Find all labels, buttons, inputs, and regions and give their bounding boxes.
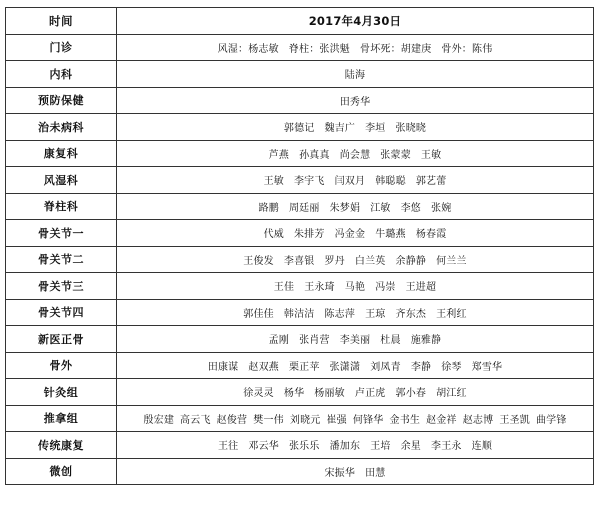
staff-name: 张晓晓: [395, 123, 427, 135]
duty-roster-sheet: [5, 7, 594, 510]
staff-name: 王俊发: [243, 255, 274, 267]
staff-name: 代威: [263, 229, 284, 241]
staff-name: 赵双燕: [248, 361, 279, 373]
staff-name: 邓云华: [248, 441, 279, 453]
department-row: [6, 140, 594, 167]
staff-name: 闫双月: [334, 176, 366, 188]
staff-name: 徐琴: [441, 361, 462, 373]
department-name: 传统康复: [6, 432, 117, 459]
department-row: [6, 299, 594, 326]
department-row: [6, 458, 594, 485]
department-name: 针灸组: [6, 379, 117, 406]
staff-cell: [117, 61, 594, 88]
staff-name: 赵志博: [462, 414, 494, 426]
duty-roster-table: [5, 7, 594, 485]
staff-name: 朱排芳: [293, 229, 325, 241]
department-row: [6, 61, 594, 88]
department-row: [6, 193, 594, 220]
department-name: 推拿组: [6, 405, 117, 432]
staff-name: 杨丽敏: [314, 388, 345, 400]
staff-name: 周廷丽: [288, 202, 320, 214]
department-row: [6, 167, 594, 194]
staff-name: 风湿：杨志敏: [217, 43, 279, 55]
staff-name: 李悠: [400, 202, 422, 214]
staff-cell: [117, 326, 594, 353]
staff-name: 杜晨: [380, 335, 401, 347]
staff-name: 孟刚: [268, 335, 290, 347]
staff-cell: [117, 299, 594, 326]
staff-name: 田慧: [365, 467, 386, 479]
staff-name: 王琼: [365, 308, 386, 320]
staff-name: 崔强: [326, 414, 347, 426]
staff-name: 郭艺蕾: [415, 176, 447, 188]
staff-name: 杨春霞: [415, 229, 447, 241]
staff-cell: [117, 87, 594, 114]
staff-name: 牛璐燕: [375, 229, 406, 241]
staff-name: 潘加东: [329, 441, 361, 453]
staff-name: 王敏: [420, 149, 442, 161]
department-name: 门诊: [6, 34, 117, 61]
staff-name: 王利红: [436, 308, 467, 320]
staff-name: 高云飞: [180, 414, 211, 426]
staff-cell: [117, 273, 594, 300]
department-name: 骨关节二: [6, 246, 117, 273]
department-name: 治未病科: [6, 114, 117, 141]
staff-name: 李喜银: [283, 255, 315, 267]
department-name: 新医正骨: [6, 326, 117, 353]
staff-name: 何兰兰: [436, 255, 467, 267]
staff-name: 张乐乐: [288, 441, 320, 453]
staff-name: 冯崇: [375, 282, 396, 294]
staff-name: 宋振华: [324, 467, 356, 479]
staff-name: 赵俊营: [216, 414, 248, 426]
staff-name: 骨坏死：胡建庚: [360, 43, 432, 55]
department-name: 骨关节三: [6, 273, 117, 300]
staff-cell: [117, 220, 594, 247]
staff-name: 王圣凯: [499, 414, 530, 426]
staff-name: 金书生: [389, 414, 421, 426]
staff-name: 李静: [410, 361, 432, 373]
staff-name: 樊一伟: [253, 414, 284, 426]
department-name: 微创: [6, 458, 117, 485]
header-row: [6, 8, 594, 35]
staff-name: 胡江红: [436, 388, 467, 400]
staff-name: 张肖营: [299, 335, 330, 347]
staff-name: 连顺: [471, 441, 493, 453]
staff-name: 张潇潇: [329, 361, 361, 373]
staff-name: 江敏: [370, 202, 391, 214]
department-name: 康复科: [6, 140, 117, 167]
staff-cell: [117, 379, 594, 406]
staff-name: 魏吉广: [324, 123, 356, 135]
time-label: 时间: [6, 8, 117, 35]
department-row: [6, 220, 594, 247]
staff-name: 王佳: [273, 282, 295, 294]
staff-name: 王培: [370, 441, 391, 453]
department-row: [6, 87, 594, 114]
department-row: [6, 352, 594, 379]
staff-name: 郭佳佳: [243, 308, 274, 320]
staff-name: 刘凤青: [370, 361, 401, 373]
department-name: 风湿科: [6, 167, 117, 194]
staff-name: 田秀华: [339, 96, 371, 108]
staff-name: 朱梦娟: [329, 202, 361, 214]
staff-name: 李美丽: [339, 335, 371, 347]
department-row: [6, 379, 594, 406]
staff-name: 孙真真: [299, 149, 330, 161]
staff-name: 李垣: [365, 123, 386, 135]
staff-name: 田康谋: [207, 361, 239, 373]
department-name: 预防保健: [6, 87, 117, 114]
department-row: [6, 273, 594, 300]
staff-name: 郑雪华: [471, 361, 503, 373]
staff-name: 杨华: [283, 388, 305, 400]
staff-name: 王进超: [405, 282, 437, 294]
staff-cell: [117, 246, 594, 273]
staff-name: 脊柱：张洪魁: [288, 43, 350, 55]
staff-name: 张蒙蒙: [380, 149, 411, 161]
staff-name: 何锋华: [352, 414, 384, 426]
staff-name: 殷宏建: [143, 414, 175, 426]
department-row: [6, 114, 594, 141]
staff-name: 郭小春: [395, 388, 427, 400]
staff-cell: [117, 167, 594, 194]
staff-name: 王敏: [263, 176, 284, 188]
staff-name: 尚会慧: [339, 149, 371, 161]
staff-name: 骨外：陈伟: [441, 43, 493, 55]
staff-cell: [117, 114, 594, 141]
staff-name: 徐灵灵: [243, 388, 274, 400]
department-name: 骨关节四: [6, 299, 117, 326]
staff-name: 王往: [217, 441, 239, 453]
department-row: [6, 246, 594, 273]
staff-name: 余静静: [395, 255, 427, 267]
staff-cell: [117, 352, 594, 379]
staff-name: 施雅静: [410, 335, 442, 347]
department-row: [6, 432, 594, 459]
staff-name: 芦燕: [268, 149, 290, 161]
staff-name: 韩洁洁: [283, 308, 315, 320]
staff-name: 张婉: [431, 202, 452, 214]
department-name: 骨关节一: [6, 220, 117, 247]
staff-name: 陈志萍: [324, 308, 356, 320]
staff-name: 余星: [400, 441, 422, 453]
staff-name: 李宇飞: [293, 176, 325, 188]
staff-cell: [117, 432, 594, 459]
staff-name: 冯金金: [334, 229, 366, 241]
department-name: 内科: [6, 61, 117, 88]
staff-name: 赵金祥: [426, 414, 457, 426]
staff-name: 李王永: [431, 441, 462, 453]
staff-name: 齐东杰: [395, 308, 427, 320]
department-row: [6, 405, 594, 432]
staff-name: 卢正虎: [354, 388, 386, 400]
staff-name: 韩聪聪: [375, 176, 406, 188]
staff-name: 路鹏: [258, 202, 279, 214]
roster-body: [6, 8, 594, 485]
staff-name: 刘晓元: [289, 414, 321, 426]
department-row: [6, 326, 594, 353]
staff-name: 陆海: [344, 70, 366, 82]
staff-name: 王永琦: [304, 282, 335, 294]
staff-name: 马艳: [344, 282, 366, 294]
department-row: [6, 34, 594, 61]
staff-name: 白兰英: [354, 255, 386, 267]
date-cell: 2017年4月30日: [117, 8, 594, 35]
staff-cell: [117, 34, 594, 61]
staff-cell: [117, 140, 594, 167]
staff-cell: [117, 193, 594, 220]
staff-name: 曲学锋: [535, 414, 567, 426]
staff-cell: [117, 405, 594, 432]
staff-cell: [117, 458, 594, 485]
staff-name: 郭德记: [283, 123, 315, 135]
department-name: 骨外: [6, 352, 117, 379]
department-name: 脊柱科: [6, 193, 117, 220]
staff-name: 罗丹: [324, 255, 345, 267]
staff-name: 栗正苹: [288, 361, 320, 373]
